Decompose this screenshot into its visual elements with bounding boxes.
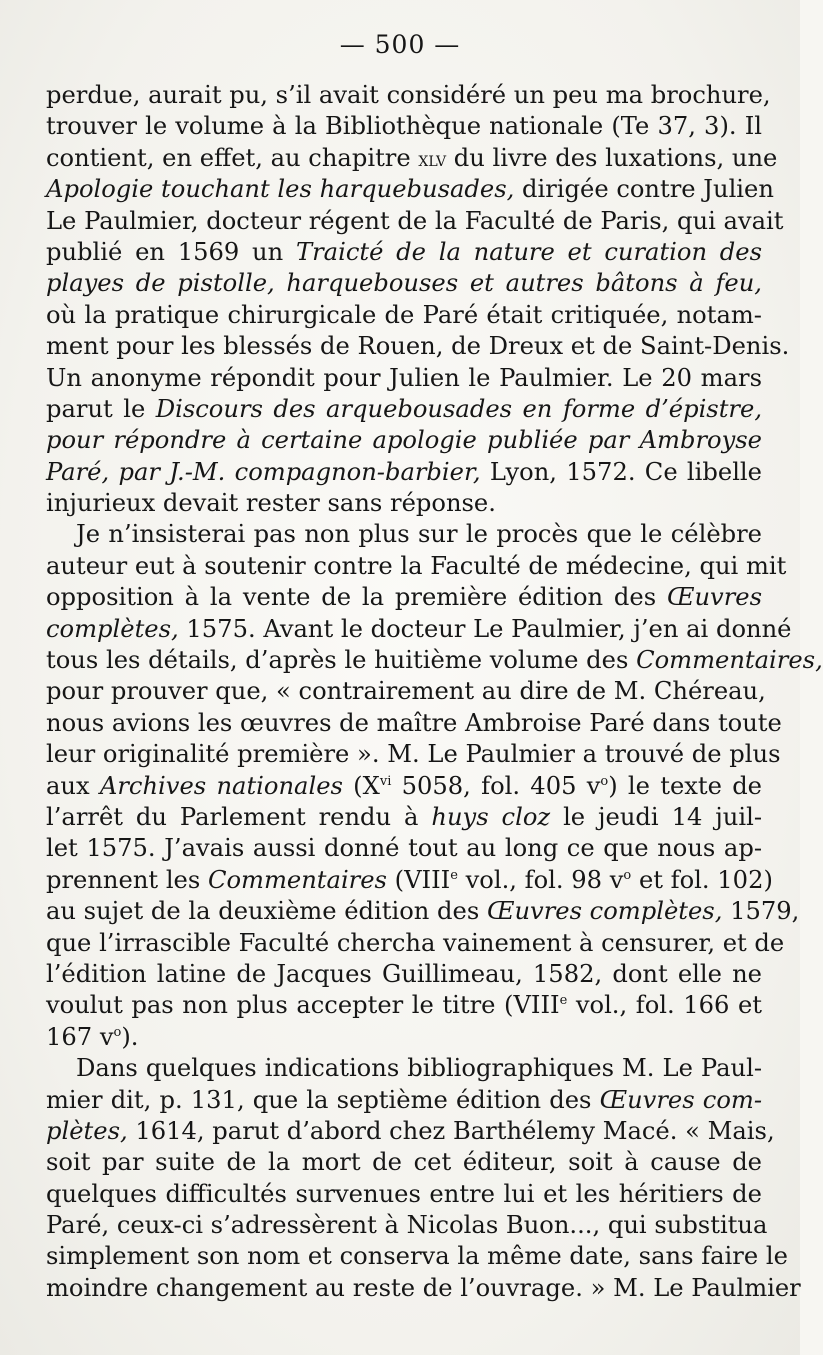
body-text [46, 80, 823, 1304]
italic-text: Œuvres complètes, [486, 897, 723, 926]
text-run: trouver le volume à la Bibliothèque nationale (Te 37, 3). Il [46, 112, 762, 141]
text-line [46, 363, 762, 394]
italic-text: huys cloz [431, 802, 551, 831]
text-line [46, 896, 800, 927]
text-line [46, 771, 762, 802]
text-run: (X [342, 771, 380, 800]
text-run: injurieux devait rester sans réponse. [46, 489, 496, 518]
text-run: 1579, [722, 897, 800, 926]
italic-text: Œuvres [666, 583, 762, 612]
superscript: e [559, 993, 568, 1009]
italic-text: plètes, [46, 1116, 128, 1145]
text-run: perdue, aurait pu, s’il avait considéré un peu ma brochure, [46, 81, 771, 109]
text-line [46, 990, 762, 1021]
text-run: Le Paulmier, docteur régent de la Faculté de Paris, qui avait [46, 206, 784, 235]
text-line [46, 143, 778, 174]
text-line [46, 676, 766, 707]
italic-text: Traicté de la nature et curation des [295, 237, 763, 266]
text-line [46, 237, 762, 268]
superscript: e [450, 867, 458, 883]
text-run: l’édition latine de Jacques Guillimeau, 1582, dont elle ne [46, 959, 762, 988]
text-line [46, 1022, 762, 1053]
text-run: moindre changement au reste de l’ouvrage. » M. Le Paulmier [46, 1273, 801, 1302]
text-run: ). [121, 1022, 139, 1051]
text-line [46, 300, 762, 331]
text-run: vol., fol. 98 v [457, 865, 624, 894]
text-run: soit par suite de la mort de cet éditeur, soit à cause de [46, 1148, 762, 1177]
text-line [46, 1147, 762, 1178]
text-line [46, 519, 762, 550]
italic-text: Archives nationales [99, 771, 343, 800]
text-line [46, 1085, 762, 1116]
text-run: ment pour les blessés de Rouen, de Dreux et de Saint-Denis. [46, 332, 790, 361]
text-line [46, 111, 762, 142]
text-line [46, 394, 762, 425]
text-line [46, 1241, 788, 1272]
text-line [46, 488, 762, 519]
text-run: xlv [418, 146, 447, 171]
italic-text: complètes, [46, 614, 179, 643]
text-run: 1614, parut d’abord chez Barthélemy Macé. « Mais, [127, 1116, 775, 1145]
text-line [46, 174, 774, 205]
text-run: opposition à la vente de la première édition des [46, 583, 667, 612]
italic-text: pour répondre à certaine apologie publiée par Ambroyse [46, 426, 762, 455]
text-run: Paré, ceux-ci s’adressèrent à Nicolas Buon..., qui substitua [46, 1211, 768, 1240]
page-number: — 500 — [339, 30, 461, 59]
text-run: au sujet de la deuxième édition des [46, 897, 487, 926]
text-run: Dans quelques indications bibliographiques M. Le Paul- [76, 1054, 762, 1083]
text-line [46, 551, 787, 582]
text-run: et fol. 102) [631, 865, 773, 894]
text-run: 1575. Avant le docteur Le Paulmier, j’en ai donné [178, 614, 792, 643]
text-run: Lyon, 1572. Ce libelle [480, 457, 762, 486]
text-run: simplement son nom et conserva la même date, sans faire le [46, 1242, 788, 1271]
text-run: aux [46, 771, 100, 800]
italic-text: playes de pistolle, harquebouses et autres bâtons à feu, [46, 269, 762, 298]
text-run: où la pratique chirurgicale de Paré était critiquée, notam- [46, 300, 762, 329]
text-run: l’arrêt du Parlement rendu à [46, 802, 432, 831]
text-run: tous les détails, d’après le huitième volume des [46, 646, 637, 675]
text-line [46, 425, 762, 456]
superscript: o [623, 867, 632, 883]
italic-text: Paré, par J.-M. compagnon-barbier, [46, 457, 481, 486]
text-line [46, 80, 771, 111]
italic-text: Commentaires [207, 865, 387, 894]
text-line [46, 268, 762, 299]
text-run: 167 v [46, 1022, 114, 1051]
text-line [46, 331, 790, 362]
text-line [46, 708, 782, 739]
text-run: prennent les [46, 865, 208, 894]
text-line [46, 865, 773, 896]
superscript: o [600, 773, 609, 789]
text-line [46, 645, 823, 676]
text-line [46, 582, 762, 613]
text-run: le jeudi 14 juil- [550, 802, 762, 831]
text-run: voulut pas non plus accepter le titre (VIII [46, 991, 560, 1020]
text-run: publié en 1569 un [46, 237, 296, 266]
italic-text: Œuvres com- [599, 1085, 762, 1114]
text-line [46, 206, 784, 237]
text-run: auteur eut à soutenir contre la Faculté de médecine, qui mit [46, 551, 787, 580]
text-run: 5058, fol. 405 v [391, 771, 601, 800]
text-run: que l’irrascible Faculté chercha vainement à censurer, et de [46, 928, 785, 957]
text-run: contient, en effet, au chapitre [46, 143, 419, 172]
italic-text: Commentaires, [636, 646, 823, 675]
text-run: leur originalité première ». M. Le Paulmier a trouvé de plus [46, 740, 781, 769]
text-run: let 1575. J’avais aussi donné tout au long ce que nous ap- [46, 834, 762, 863]
italic-text: Discours des arquebousades en forme d’épistre, [155, 394, 763, 423]
text-line [46, 614, 792, 645]
text-line [46, 1116, 775, 1147]
superscript: vi [379, 773, 392, 789]
text-line [46, 1053, 762, 1084]
text-line [46, 1210, 768, 1241]
text-run: (VIII [386, 865, 451, 894]
text-line [46, 802, 762, 833]
text-line [46, 457, 762, 488]
text-run: parut le [46, 394, 156, 423]
text-line [46, 739, 781, 770]
text-run: mier dit, p. 131, que la septième édition des [46, 1085, 600, 1114]
text-run: quelques difficultés survenues entre lui et les héritiers de [46, 1179, 762, 1208]
text-run: dirigée contre Julien [514, 175, 774, 204]
text-run: nous avions les œuvres de maître Ambroise Paré dans toute [46, 708, 782, 737]
text-run: vol., fol. 166 et [567, 991, 762, 1020]
text-run: du livre des luxations, une [446, 143, 778, 172]
italic-text: Apologie touchant les harquebusades, [46, 175, 515, 204]
superscript: o [113, 1024, 122, 1040]
text-run: pour prouver que, « contrairement au dire de M. Chéreau, [46, 677, 766, 706]
text-run: Un anonyme répondit pour Julien le Paulmier. Le 20 mars [46, 363, 762, 392]
text-line [46, 959, 762, 990]
text-run: Je n’insisterai pas non plus sur le procès que le célèbre [76, 520, 762, 549]
text-line [46, 1273, 801, 1304]
text-run: ) le texte de [608, 771, 762, 800]
text-line [46, 928, 785, 959]
text-line [46, 833, 762, 864]
text-line [46, 1179, 762, 1210]
